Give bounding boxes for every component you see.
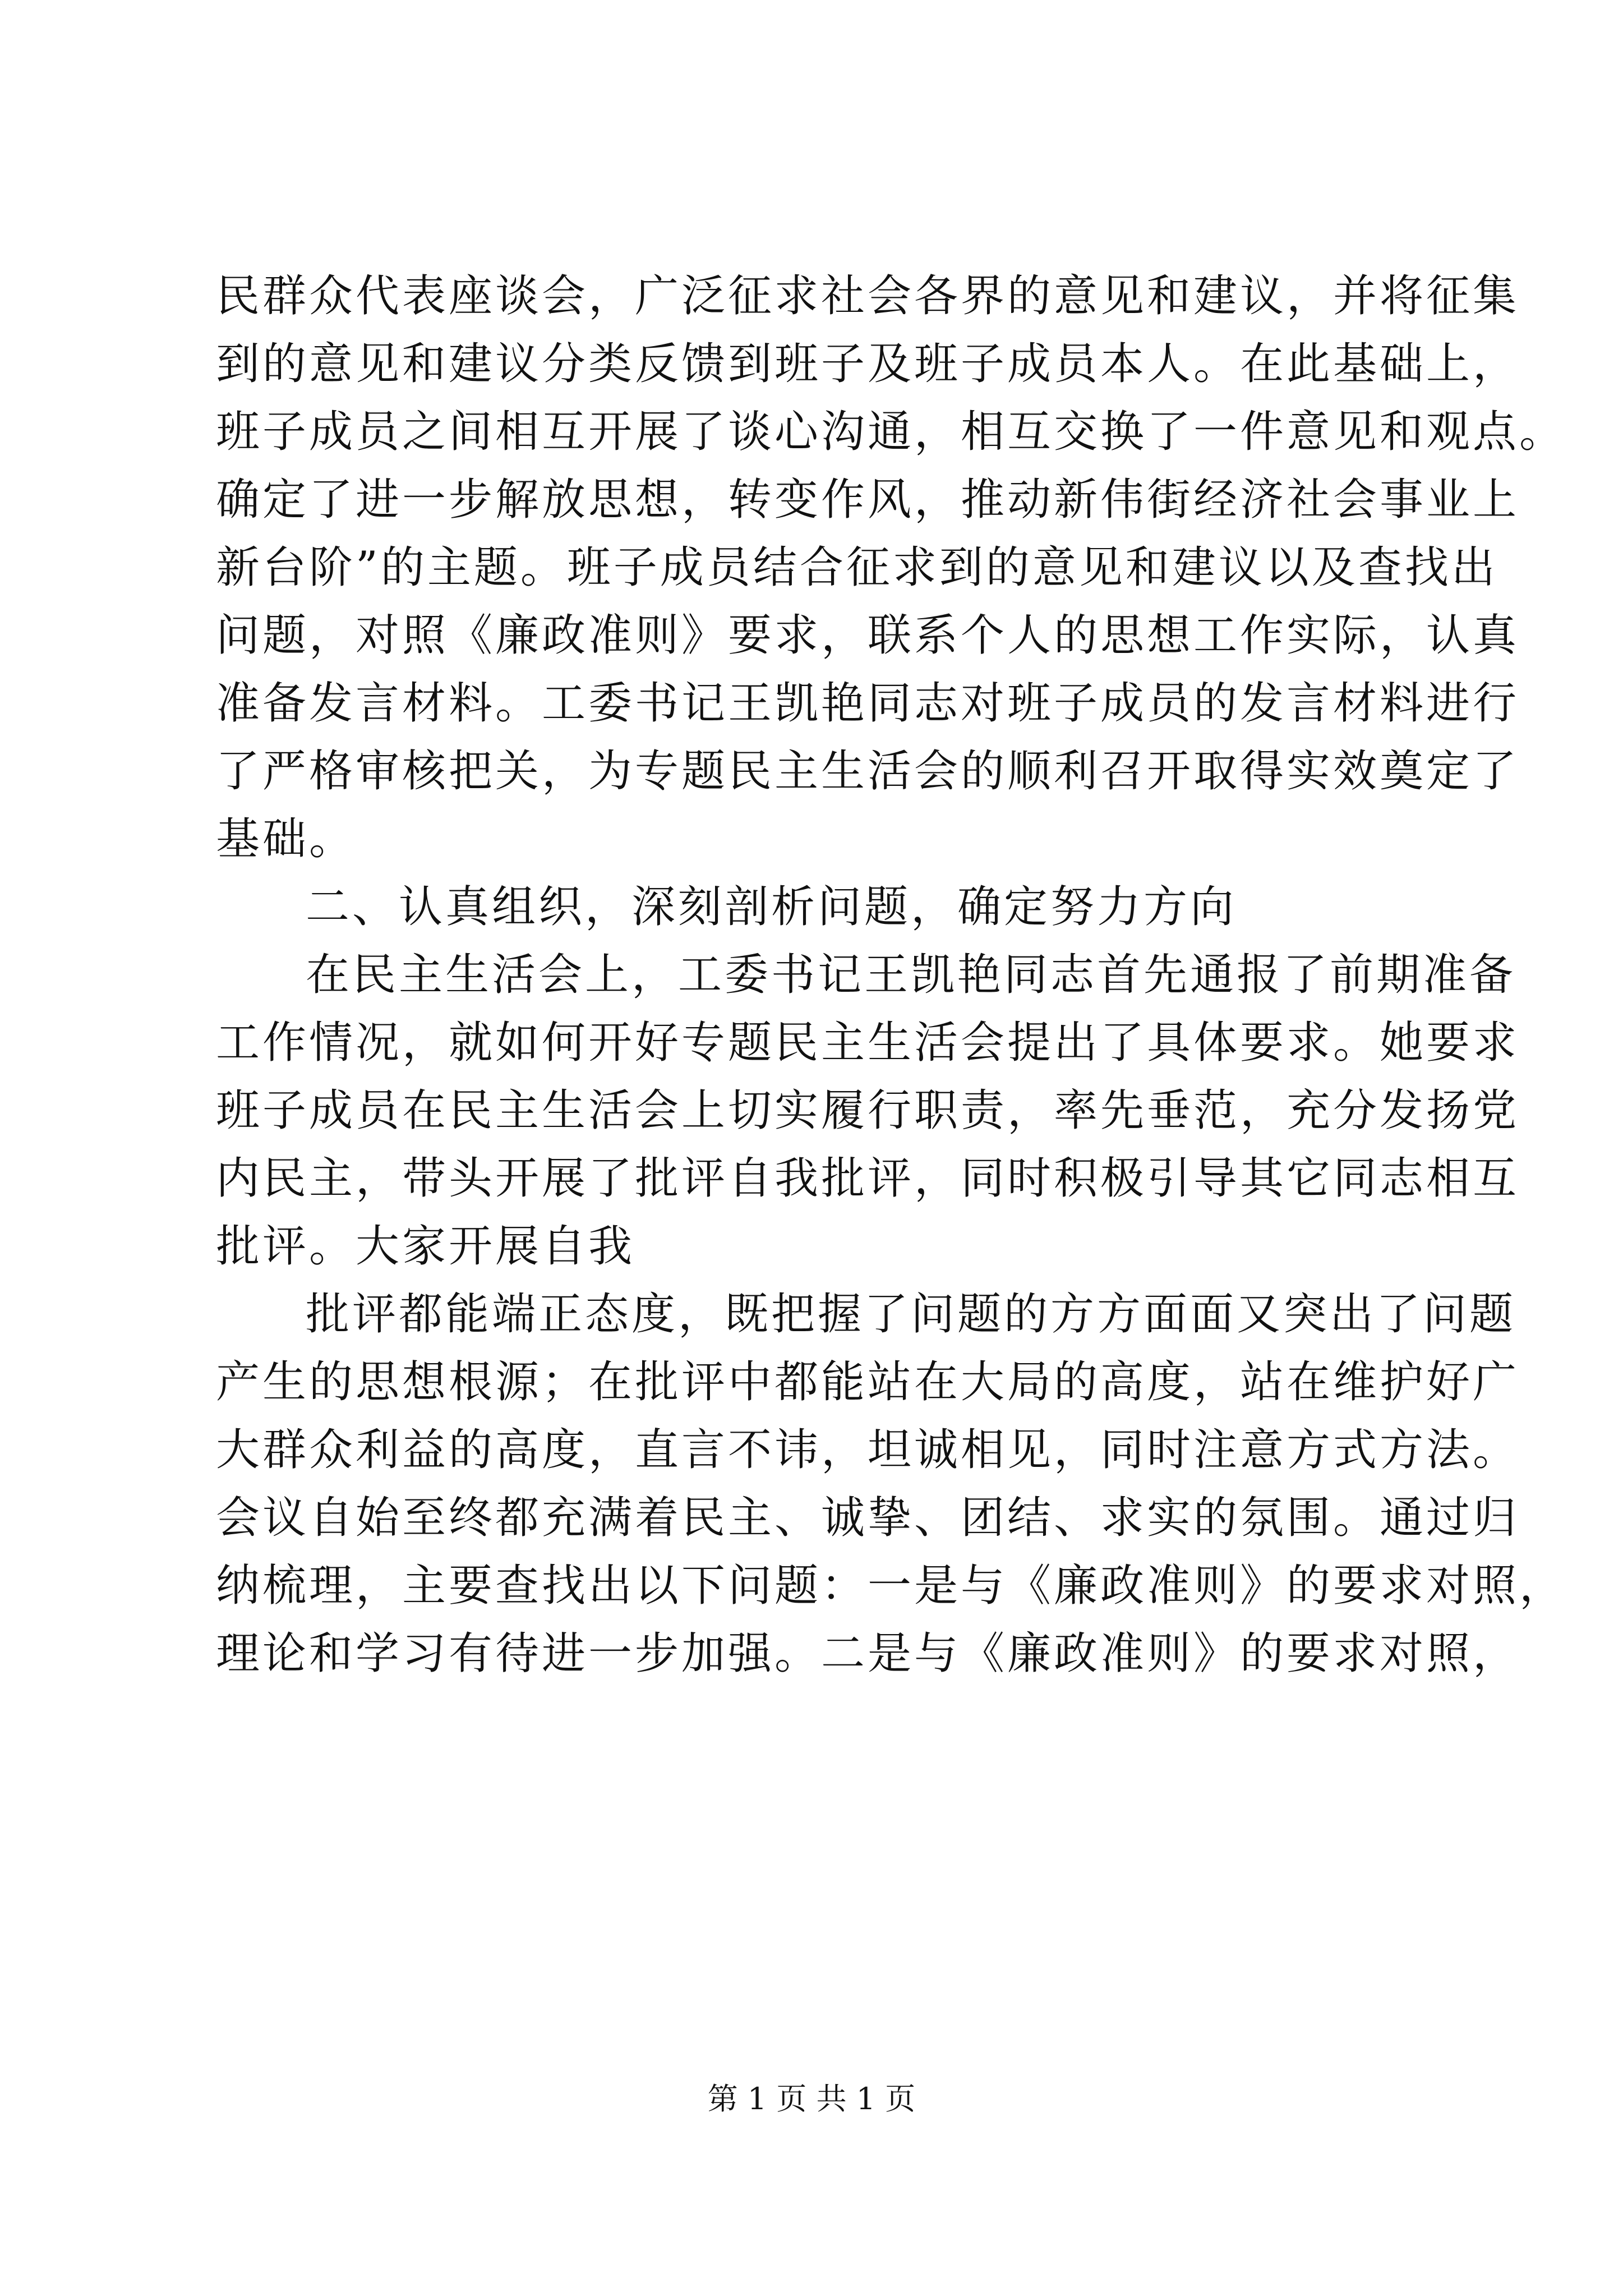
text-line: 确定了进一步解放思想，转变作风，推动新伟街经济社会事业上 (216, 475, 1520, 525)
text-line: 了严格审核把关，为专题民主生活会的顺利召开取得实效奠定了 (216, 746, 1520, 797)
text-line: 到的意见和建议分类反馈到班子及班子成员本人。在此基础上， (216, 339, 1520, 389)
text-line: 批评。大家开展自我 (216, 1221, 635, 1272)
text-line: 批评都能端正态度，既把握了问题的方方面面又突出了问题 (306, 1289, 1516, 1340)
text-line: 准备发言材料。工委书记王凯艳同志对班子成员的发言材料进行 (216, 678, 1520, 729)
text-line: 大群众利益的高度，直言不讳，坦诚相见，同时注意方式方法。 (216, 1425, 1520, 1475)
text-line: 产生的思想根源；在批评中都能站在大局的高度，站在维护好广 (216, 1357, 1520, 1407)
text-line: 会议自始至终都充满着民主、诚挚、团结、求实的氛围。通过归 (216, 1493, 1520, 1543)
page-footer: 第 1 页 共 1 页 (707, 2081, 916, 2116)
section-heading: 二、认真组织，深刻剖析问题，确定努力方向 (306, 882, 1237, 932)
text-line: 内民主，带头开展了批评自我批评，同时积极引导其它同志相互 (216, 1153, 1520, 1204)
text-line: 在民主生活会上，工委书记王凯艳同志首先通报了前期准备 (306, 950, 1516, 1000)
text-line: 班子成员之间相互开展了谈心沟通，相互交换了一件意见和观点。 (216, 407, 1566, 457)
text-line: 理论和学习有待进一步加强。二是与《廉政准则》的要求对照， (216, 1628, 1520, 1679)
text-line: 民群众代表座谈会，广泛征求社会各界的意见和建议，并将征集 (216, 271, 1520, 321)
text-line: 基础。 (216, 814, 356, 864)
text-line: 新台阶”的主题。班子成员结合征求到的意见和建议以及查找出 (216, 542, 1498, 593)
text-line: 班子成员在民主生活会上切实履行职责，率先垂范，充分发扬党 (216, 1085, 1520, 1136)
text-line: 问题，对照《廉政准则》要求，联系个人的思想工作实际，认真 (216, 610, 1520, 661)
text-line: 工作情况，就如何开好专题民主生活会提出了具体要求。她要求 (216, 1018, 1520, 1068)
text-line: 纳梳理，主要查找出以下问题：一是与《廉政准则》的要求对照， (216, 1561, 1566, 1611)
